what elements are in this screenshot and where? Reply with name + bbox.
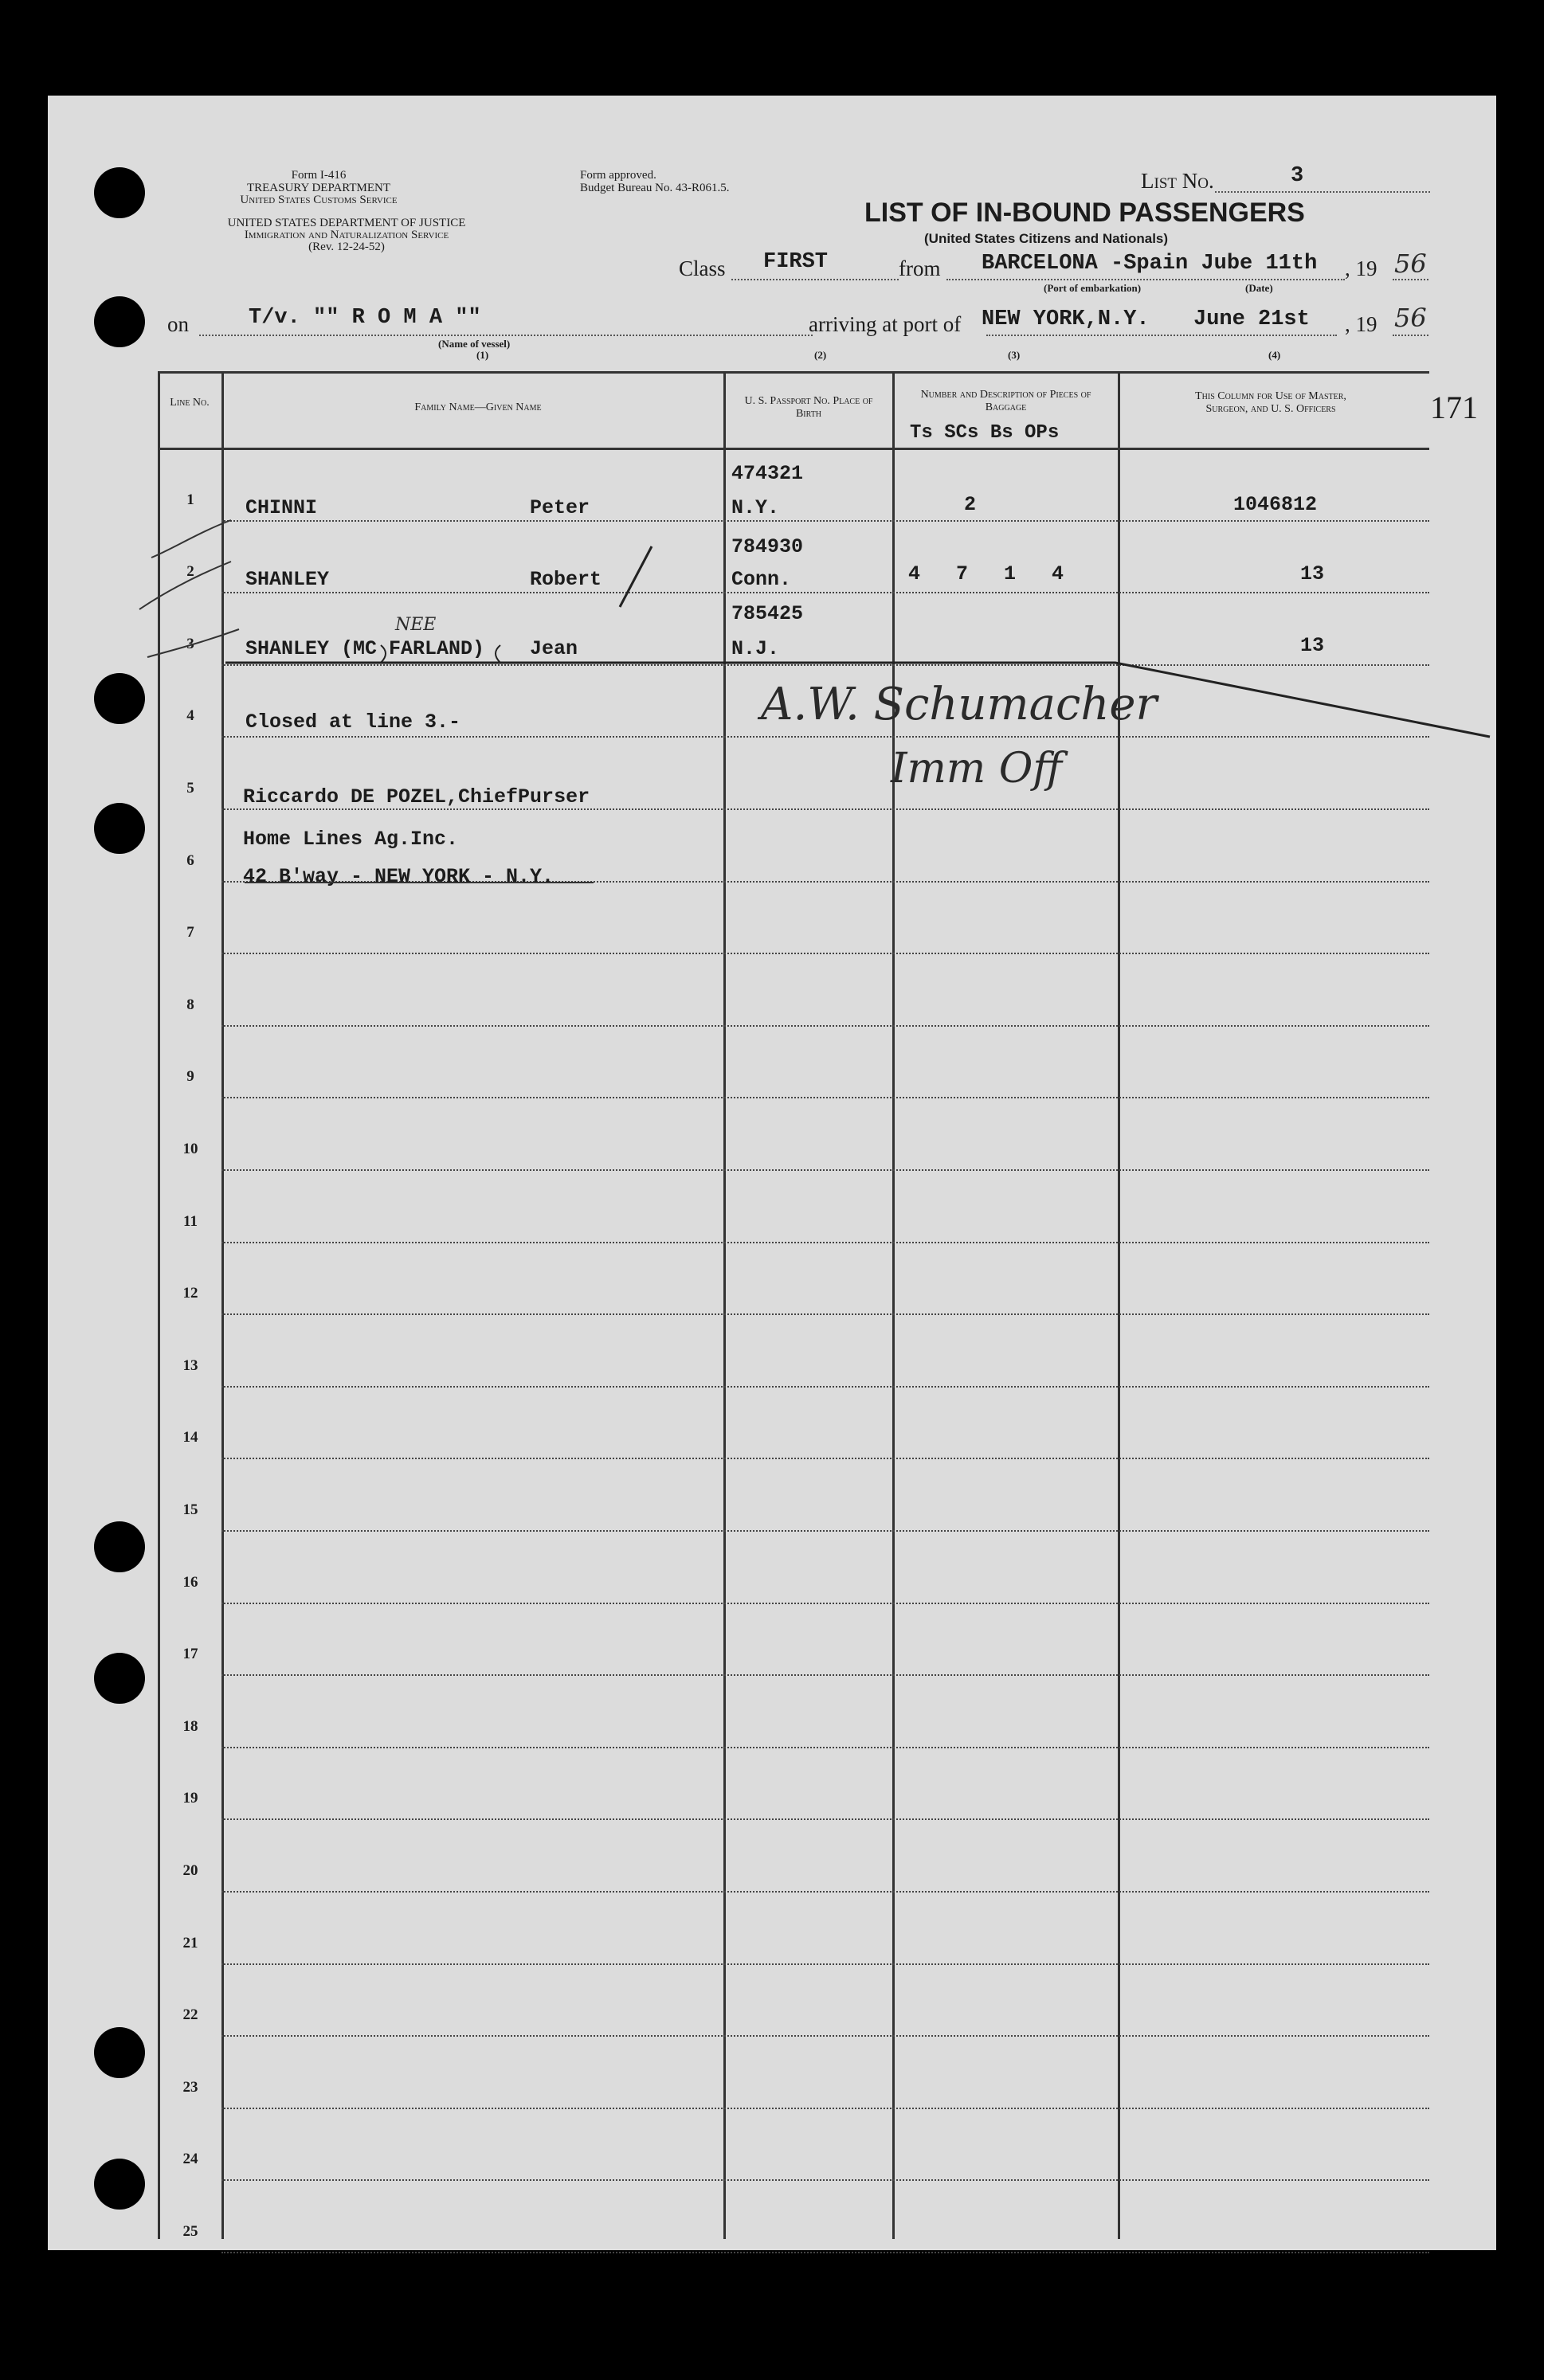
passenger-given-name: Jean bbox=[530, 637, 578, 660]
purser-name: Riccardo DE POZEL,ChiefPurser bbox=[243, 785, 590, 808]
line-number: 14 bbox=[182, 1429, 198, 1446]
baggage-count: 4 7 1 4 bbox=[908, 562, 1064, 585]
from-label: from bbox=[899, 256, 941, 280]
passenger-given-name: Robert bbox=[530, 568, 602, 591]
line-number: 5 bbox=[186, 780, 194, 797]
line-number: 19 bbox=[182, 1790, 198, 1807]
agency-name: Home Lines Ag.Inc. bbox=[243, 828, 459, 851]
line-number: 25 bbox=[182, 2223, 198, 2240]
passenger-family-name: SHANLEY (MC FARLAND) bbox=[245, 637, 485, 660]
class-label: Class bbox=[679, 256, 726, 280]
customs-service: United States Customs Service bbox=[240, 194, 398, 206]
form-approved: Form approved. bbox=[580, 169, 656, 182]
col-baggage: Number and Description of Pieces of Baggage bbox=[920, 389, 1091, 414]
line-number: 18 bbox=[182, 1718, 198, 1735]
line-number: 23 bbox=[182, 2079, 198, 2096]
side-page-number: 171 bbox=[1430, 389, 1478, 425]
date-caption: (Date) bbox=[1245, 282, 1273, 294]
line-number: 10 bbox=[182, 1141, 198, 1157]
page-subtitle: (United States Citizens and Nationals) bbox=[924, 231, 1169, 246]
col-officers: This Column for Use of Master, Surgeon, and U. S. Officers bbox=[1195, 390, 1346, 416]
agency-address: 42 B'way - NEW YORK - N.Y. bbox=[243, 865, 555, 888]
passport-number: 784930 bbox=[731, 535, 804, 558]
budget-bureau: Budget Bureau No. 43-R061.5. bbox=[580, 182, 730, 194]
vessel-caption-num: (1) bbox=[476, 349, 489, 361]
col-line-no: Line No. bbox=[170, 397, 210, 409]
pen-stroke bbox=[151, 520, 231, 558]
vessel-caption: (Name of vessel) bbox=[438, 338, 511, 350]
line-number: 22 bbox=[182, 2006, 198, 2023]
line-number: 15 bbox=[182, 1501, 198, 1518]
line-number: 11 bbox=[183, 1213, 198, 1230]
col-num-3: (3) bbox=[1008, 349, 1021, 361]
year-prefix: , 19 bbox=[1345, 256, 1377, 280]
nee-annotation: NEE bbox=[395, 615, 437, 635]
pen-stroke bbox=[620, 546, 652, 607]
baggage-subheader: Ts SCs Bs OPs bbox=[910, 422, 1060, 444]
bracket-mark bbox=[496, 645, 500, 663]
arrival-port: NEW YORK,N.Y. bbox=[982, 307, 1150, 331]
passport-number: 474321 bbox=[731, 462, 804, 485]
place-of-birth: N.J. bbox=[731, 637, 780, 660]
year-arrive: 56 bbox=[1394, 303, 1427, 333]
form-revision: (Rev. 12-24-52) bbox=[308, 241, 385, 253]
line-number: 24 bbox=[182, 2151, 198, 2167]
line-number: 20 bbox=[182, 1862, 198, 1879]
passenger-family-name: CHINNI bbox=[245, 496, 318, 519]
pen-stroke bbox=[139, 562, 231, 609]
col-name: Family Name—Given Name bbox=[414, 401, 542, 413]
line-number: 9 bbox=[186, 1068, 194, 1085]
line-number: 2 bbox=[186, 563, 194, 580]
page-title: LIST OF IN-BOUND PASSENGERS bbox=[864, 198, 1305, 228]
form-number: Form I-416 bbox=[291, 169, 347, 182]
line-number: 21 bbox=[182, 1935, 198, 1951]
list-no-label: List No. bbox=[1141, 169, 1214, 193]
arrival-date: June 21st bbox=[1193, 307, 1310, 331]
treasury-department: TREASURY DEPARTMENT bbox=[246, 182, 391, 194]
line-number: 12 bbox=[182, 1285, 198, 1302]
line-number: 8 bbox=[186, 996, 194, 1013]
from-value: BARCELONA -Spain Jube 11th bbox=[982, 252, 1318, 276]
passenger-family-name: SHANLEY bbox=[245, 568, 330, 591]
on-label: on bbox=[167, 312, 189, 336]
officer-entry: 13 bbox=[1300, 634, 1325, 657]
line-number: 6 bbox=[186, 852, 194, 869]
line-number: 16 bbox=[182, 1574, 198, 1591]
year-from: 56 bbox=[1394, 249, 1427, 279]
line-number: 3 bbox=[186, 636, 194, 652]
line-number: 13 bbox=[182, 1357, 198, 1374]
pen-stroke bbox=[147, 629, 239, 657]
arriving-label: arriving at port of bbox=[809, 312, 962, 336]
passport-number: 785425 bbox=[731, 602, 804, 625]
class-value: FIRST bbox=[763, 250, 829, 274]
passenger-given-name: Peter bbox=[530, 496, 590, 519]
port-embark-caption: (Port of embarkation) bbox=[1044, 282, 1142, 294]
closed-note: Closed at line 3.- bbox=[245, 710, 461, 734]
col-num-4: (4) bbox=[1268, 349, 1281, 361]
baggage-count: 2 bbox=[964, 493, 977, 516]
year-prefix-arrive: , 19 bbox=[1345, 312, 1377, 336]
vessel-name: T/v. "" R O M A "" bbox=[249, 306, 481, 330]
officer-title: Imm Off bbox=[891, 745, 1063, 793]
officer-entry: 1046812 bbox=[1233, 493, 1318, 516]
list-no-value: 3 bbox=[1291, 164, 1304, 188]
officer-entry: 13 bbox=[1300, 562, 1325, 585]
bracket-mark bbox=[381, 645, 386, 663]
col-num-2: (2) bbox=[814, 349, 827, 361]
ins-service: Immigration and Naturalization Service bbox=[244, 229, 449, 241]
justice-department: UNITED STATES DEPARTMENT OF JUSTICE bbox=[227, 217, 466, 229]
col-passport: U. S. Passport No. Place of Birth bbox=[744, 395, 873, 421]
place-of-birth: Conn. bbox=[731, 568, 792, 591]
place-of-birth: N.Y. bbox=[731, 496, 780, 519]
officer-signature: A.W. Schumacher bbox=[761, 679, 1158, 730]
closing-line bbox=[225, 663, 1490, 737]
line-number: 17 bbox=[182, 1646, 198, 1662]
line-number: 1 bbox=[186, 491, 194, 508]
line-number: 4 bbox=[186, 707, 194, 724]
line-number: 7 bbox=[186, 924, 194, 941]
